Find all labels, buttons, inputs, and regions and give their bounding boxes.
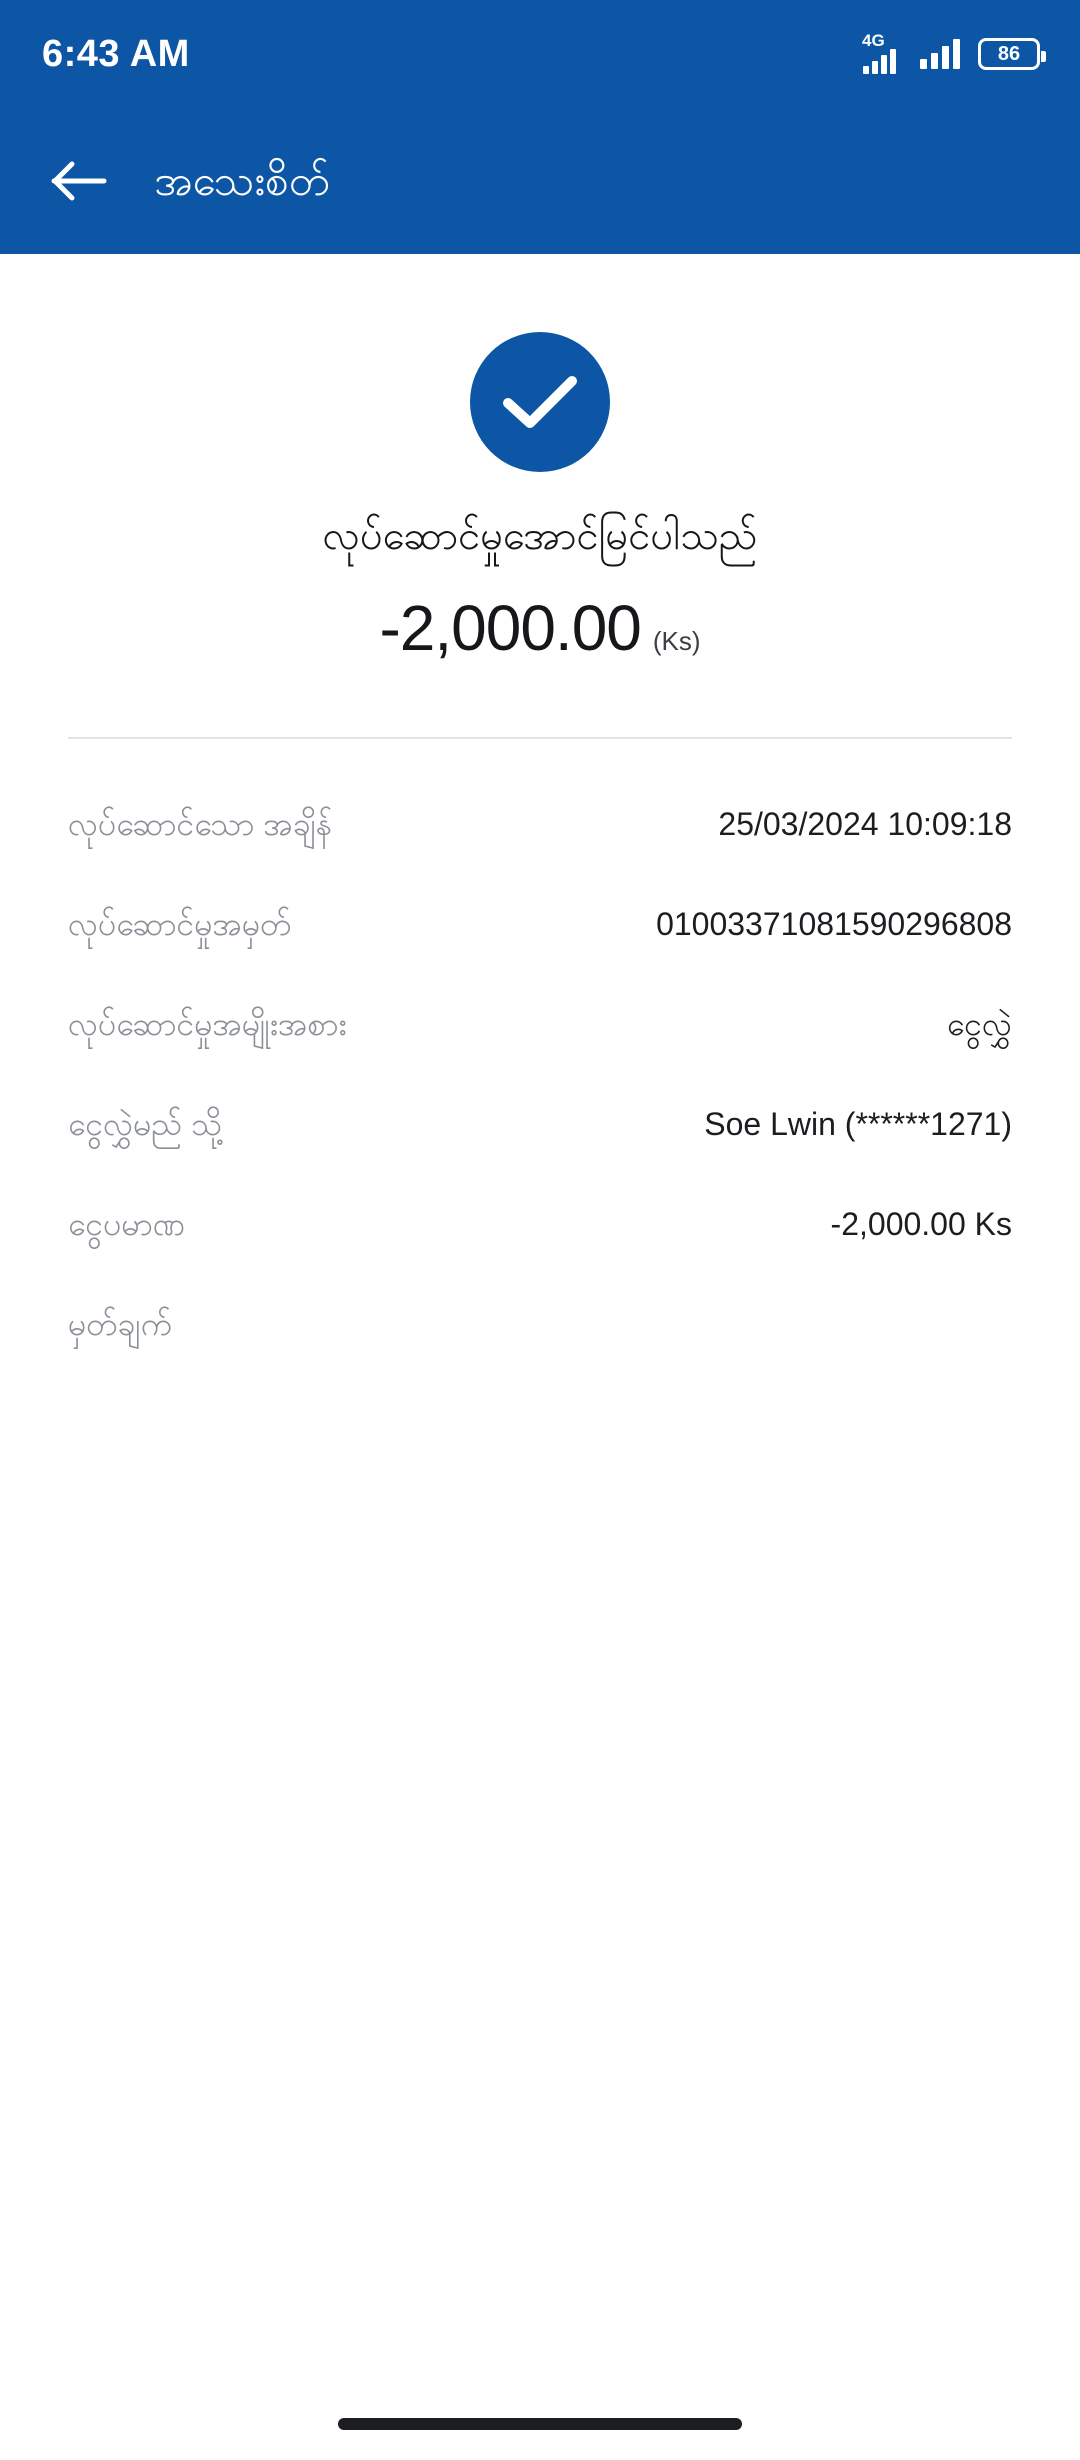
detail-value: ငွေလွှဲ [946,1006,1012,1042]
detail-row-time [68,785,1012,885]
detail-row-transaction-id [68,885,1012,985]
detail-label: မှတ်ချက် [68,1306,172,1342]
app-bar [0,108,1080,254]
battery-level-label: 86 [997,43,1021,65]
transaction-details-list [0,785,1080,1385]
status-clock: 6:43 AM [42,32,190,75]
detail-value: 25/03/2024 10:09:18 [718,806,1012,842]
detail-label: လုပ်ဆောင်သော အချိန် [68,806,333,842]
detail-label: လုပ်ဆောင်မှုအမျိုးအစား [68,1006,347,1042]
home-indicator[interactable] [338,2418,742,2430]
detail-value: 01003371081590296808 [656,906,1012,942]
battery-icon [978,38,1040,70]
detail-row-transaction-type [68,985,1012,1085]
mobile-data-icon [862,31,908,74]
transaction-success-block [0,254,1080,665]
detail-value: -2,000.00 Ks [830,1206,1012,1242]
detail-label: လုပ်ဆောင်မှုအမှတ် [68,906,292,942]
detail-row-note [68,1285,1012,1385]
detail-label: ငွေလွှဲမည် သို့ [68,1106,223,1142]
currency-label: (Ks) [652,626,701,656]
detail-value: Soe Lwin (******1271) [704,1106,1012,1142]
section-divider [68,737,1012,739]
cellular-signal-icon [920,39,960,69]
transaction-amount: -2,000.00 [379,592,641,664]
detail-row-recipient [68,1085,1012,1185]
page-title: အသေးစိတ် [154,156,330,204]
status-bar [0,0,1080,108]
network-type-label: 4G [862,31,885,50]
amount-row [379,591,700,665]
detail-label: ငွေပမာဏ [68,1206,186,1242]
success-message: လုပ်ဆောင်မှုအောင်မြင်ပါသည် [322,514,758,558]
status-indicators [862,31,1040,74]
data-signal-bars [863,48,896,74]
back-arrow-icon[interactable] [46,148,112,214]
success-check-icon [470,332,610,472]
detail-row-amount [68,1185,1012,1285]
